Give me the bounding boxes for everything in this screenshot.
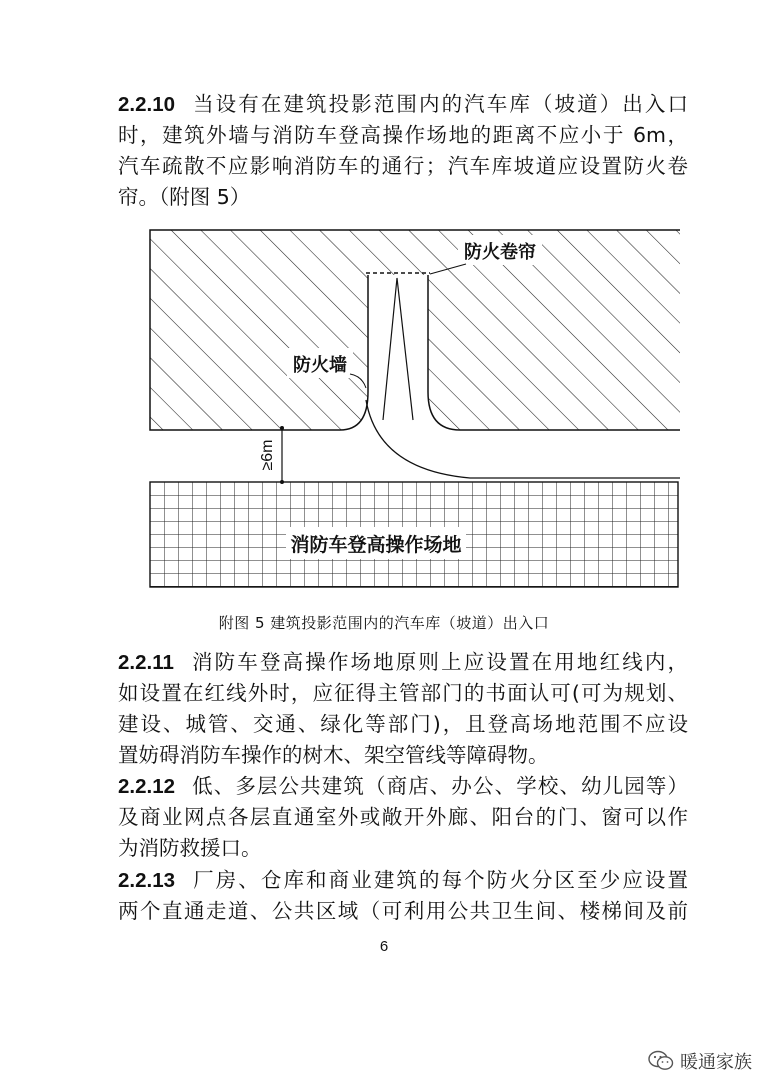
text-line: 及商业网点各层直通室外或敞开外廊、阳台的门、窗可以作 <box>118 805 688 829</box>
section-number: 2.2.10 <box>118 93 175 116</box>
figure-5-diagram <box>0 220 768 600</box>
distance-label: ≥6m <box>259 439 276 471</box>
text-line: 两个直通走道、公共区域（可利用公共卫生间、楼梯间及前 <box>118 899 688 923</box>
section-number: 2.2.13 <box>118 869 175 892</box>
wechat-icon <box>648 1050 674 1072</box>
watermark <box>648 1048 752 1074</box>
section-2-2-12 <box>118 771 688 864</box>
text-line: 消防车登高操作场地原则上应设置在用地红线内， <box>189 650 688 674</box>
page-number: 6 <box>379 938 389 955</box>
section-2-2-11 <box>118 647 688 771</box>
section-2-2-10 <box>118 89 688 213</box>
figure-caption: 附图 5 建筑投影范围内的汽车库（坡道）出入口 <box>218 614 550 632</box>
dimension-dot-top <box>280 426 284 430</box>
section-number: 2.2.12 <box>118 775 175 798</box>
building-hatch <box>150 230 680 430</box>
section-2-2-13 <box>118 865 688 927</box>
fire-shutter-label: 防火卷帘 <box>464 242 536 263</box>
dimension-dot-bottom <box>280 480 284 484</box>
watermark-text: 暖通家族 <box>680 1052 752 1073</box>
text-line: 如设置在红线外时，应征得主管部门的书面认可(可为规划、 <box>118 681 688 705</box>
text-line: 时，建筑外墙与消防车登高操作场地的距离不应小于 6m， <box>118 123 688 147</box>
text-line: 汽车疏散不应影响消防车的通行；汽车库坡道应设置防火卷 <box>118 154 688 178</box>
ramp-wedge <box>383 278 413 420</box>
text-line: 帘。（附图 5） <box>118 185 251 209</box>
text-line: 建设、城管、交通、绿化等部门)，且登高场地范围不应设 <box>118 712 688 736</box>
text-line: 为消防救援口。 <box>118 836 262 860</box>
fire-wall-label: 防火墙 <box>293 355 347 376</box>
platform-label: 消防车登高操作场地 <box>290 534 462 556</box>
text-line: 置妨碍消防车操作的树木、架空管线等障碍物。 <box>118 743 549 767</box>
section-number: 2.2.11 <box>118 651 174 674</box>
text-line: 当设有在建筑投影范围内的汽车库（坡道）出入口 <box>191 92 688 116</box>
text-line: 厂房、仓库和商业建筑的每个防火分区至少应设置 <box>191 868 688 892</box>
text-line: 低、多层公共建筑（商店、办公、学校、幼儿园等） <box>191 774 688 798</box>
